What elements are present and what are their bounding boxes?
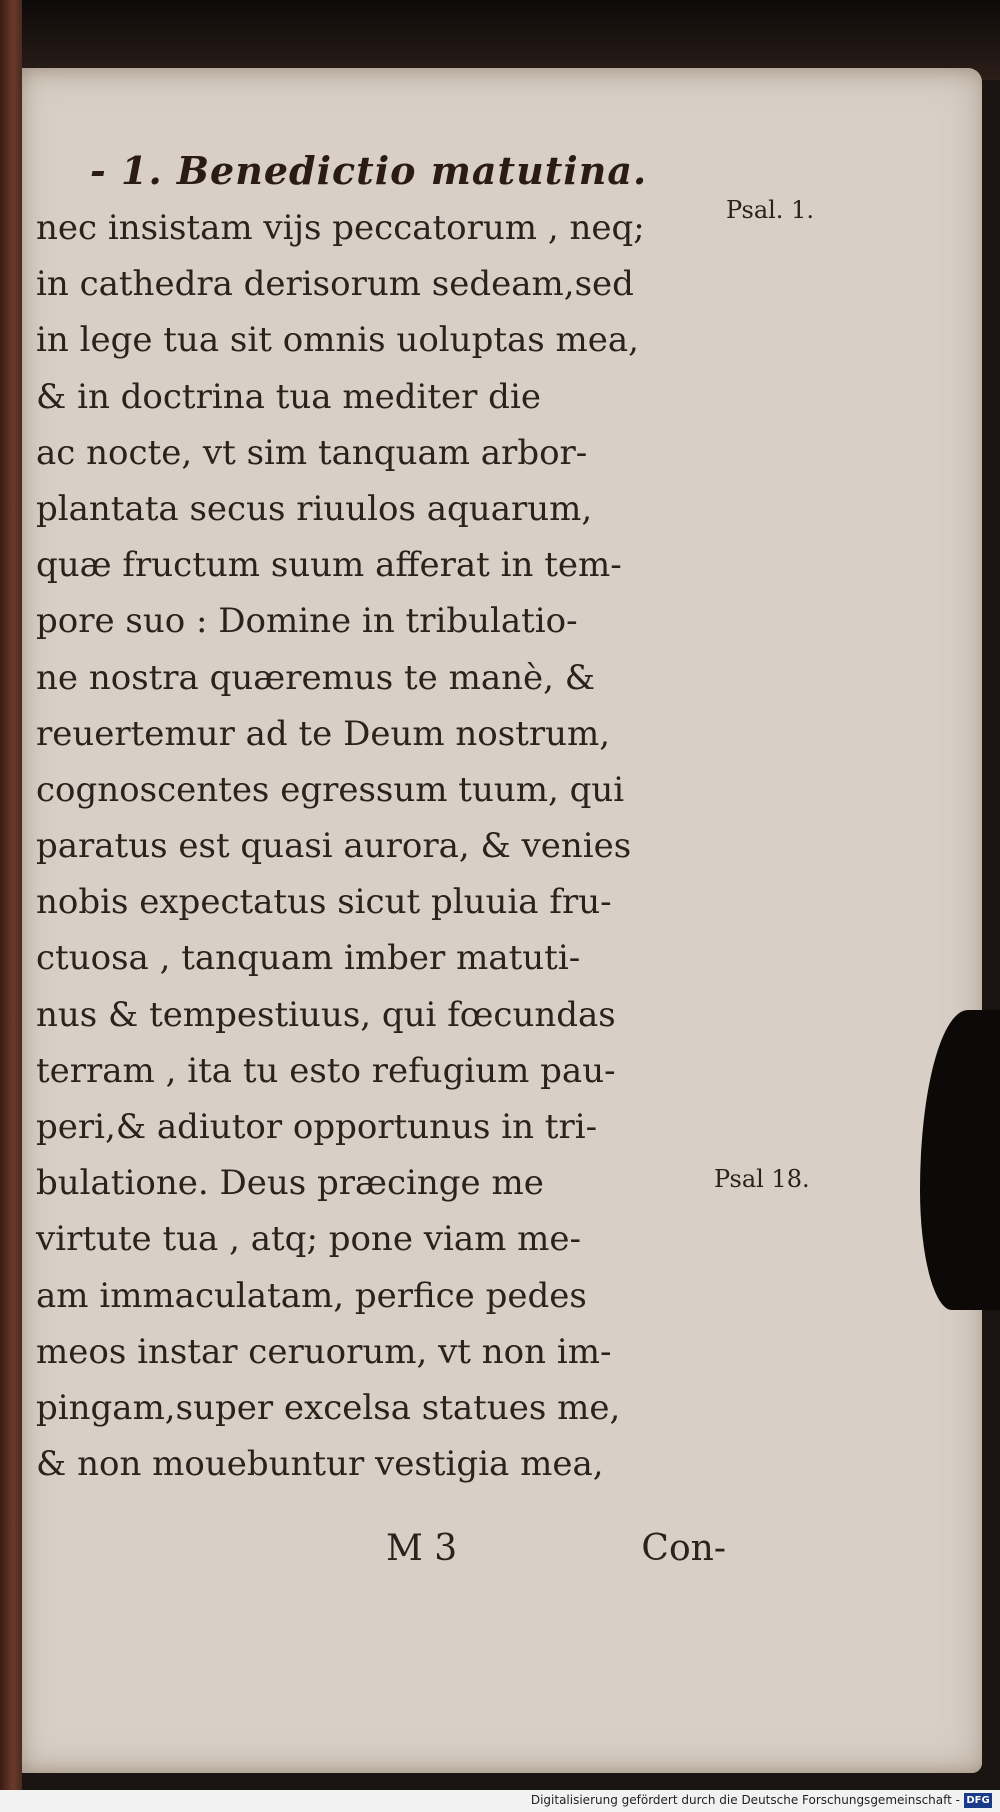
text-line: nobis expectatus sicut pluuia fru- xyxy=(36,882,612,923)
text-line: reuertemur ad te Deum nostrum, xyxy=(36,713,611,754)
text-line: & non mouebuntur vestigia mea, xyxy=(36,1444,604,1485)
digitization-footer xyxy=(0,1790,1000,1812)
catchline xyxy=(386,1528,726,1569)
text-line: pingam,super excelsa statues me, xyxy=(36,1387,621,1428)
catchword: Con- xyxy=(641,1528,726,1569)
text-line: am immaculatam, perfice pedes xyxy=(36,1275,587,1316)
signature-mark: M 3 xyxy=(386,1528,458,1569)
text-line: ac nocte, vt sim tanquam arbor- xyxy=(36,432,588,473)
text-line: ne nostra quæremus te manè, & xyxy=(36,657,596,698)
text-line: in lege tua sit omnis uoluptas mea, xyxy=(36,320,639,361)
text-line: bulatione. Deus præcinge me xyxy=(36,1163,544,1204)
text-line: pore suo : Domine in tribulatio- xyxy=(36,601,578,642)
text-line: cognoscentes egressum tuum, qui xyxy=(36,769,625,810)
text-line: nus & tempestiuus, qui fœcundas xyxy=(36,994,616,1035)
text-line: meos instar ceruorum, vt non im- xyxy=(36,1331,612,1372)
text-line: nec insistam vijs peccatorum , neq; xyxy=(36,208,645,248)
book-spine xyxy=(0,0,22,1812)
footer-credit: Digitalisierung gefördert durch die Deutsche Forschungsgemeinschaft - xyxy=(530,1793,960,1807)
text-line: in cathedra derisorum sedeam,sed xyxy=(36,264,634,305)
text-line: paratus est quasi aurora, & venies xyxy=(36,826,632,867)
text-line: & in doctrina tua mediter die xyxy=(36,376,541,417)
running-head: - 1. Benedictio matutina. xyxy=(90,148,648,193)
text-line: plantata secus riuulos aquarum, xyxy=(36,488,593,529)
body-text xyxy=(36,200,716,1492)
dfg-logo: DFG xyxy=(964,1793,992,1808)
text-line: ctuosa , tanquam imber matuti- xyxy=(36,938,581,979)
margin-note-psalm-18: Psal 18. xyxy=(714,1165,810,1193)
text-line: quæ fructum suum afferat in tem- xyxy=(36,545,622,586)
margin-note-psalm-1: Psal. 1. xyxy=(726,196,814,224)
text-line: peri,& adiutor opportunus in tri- xyxy=(36,1107,598,1147)
text-line: terram , ita tu esto refugium pau- xyxy=(36,1050,616,1091)
text-line: virtute tua , atq; pone viam me- xyxy=(36,1219,582,1260)
